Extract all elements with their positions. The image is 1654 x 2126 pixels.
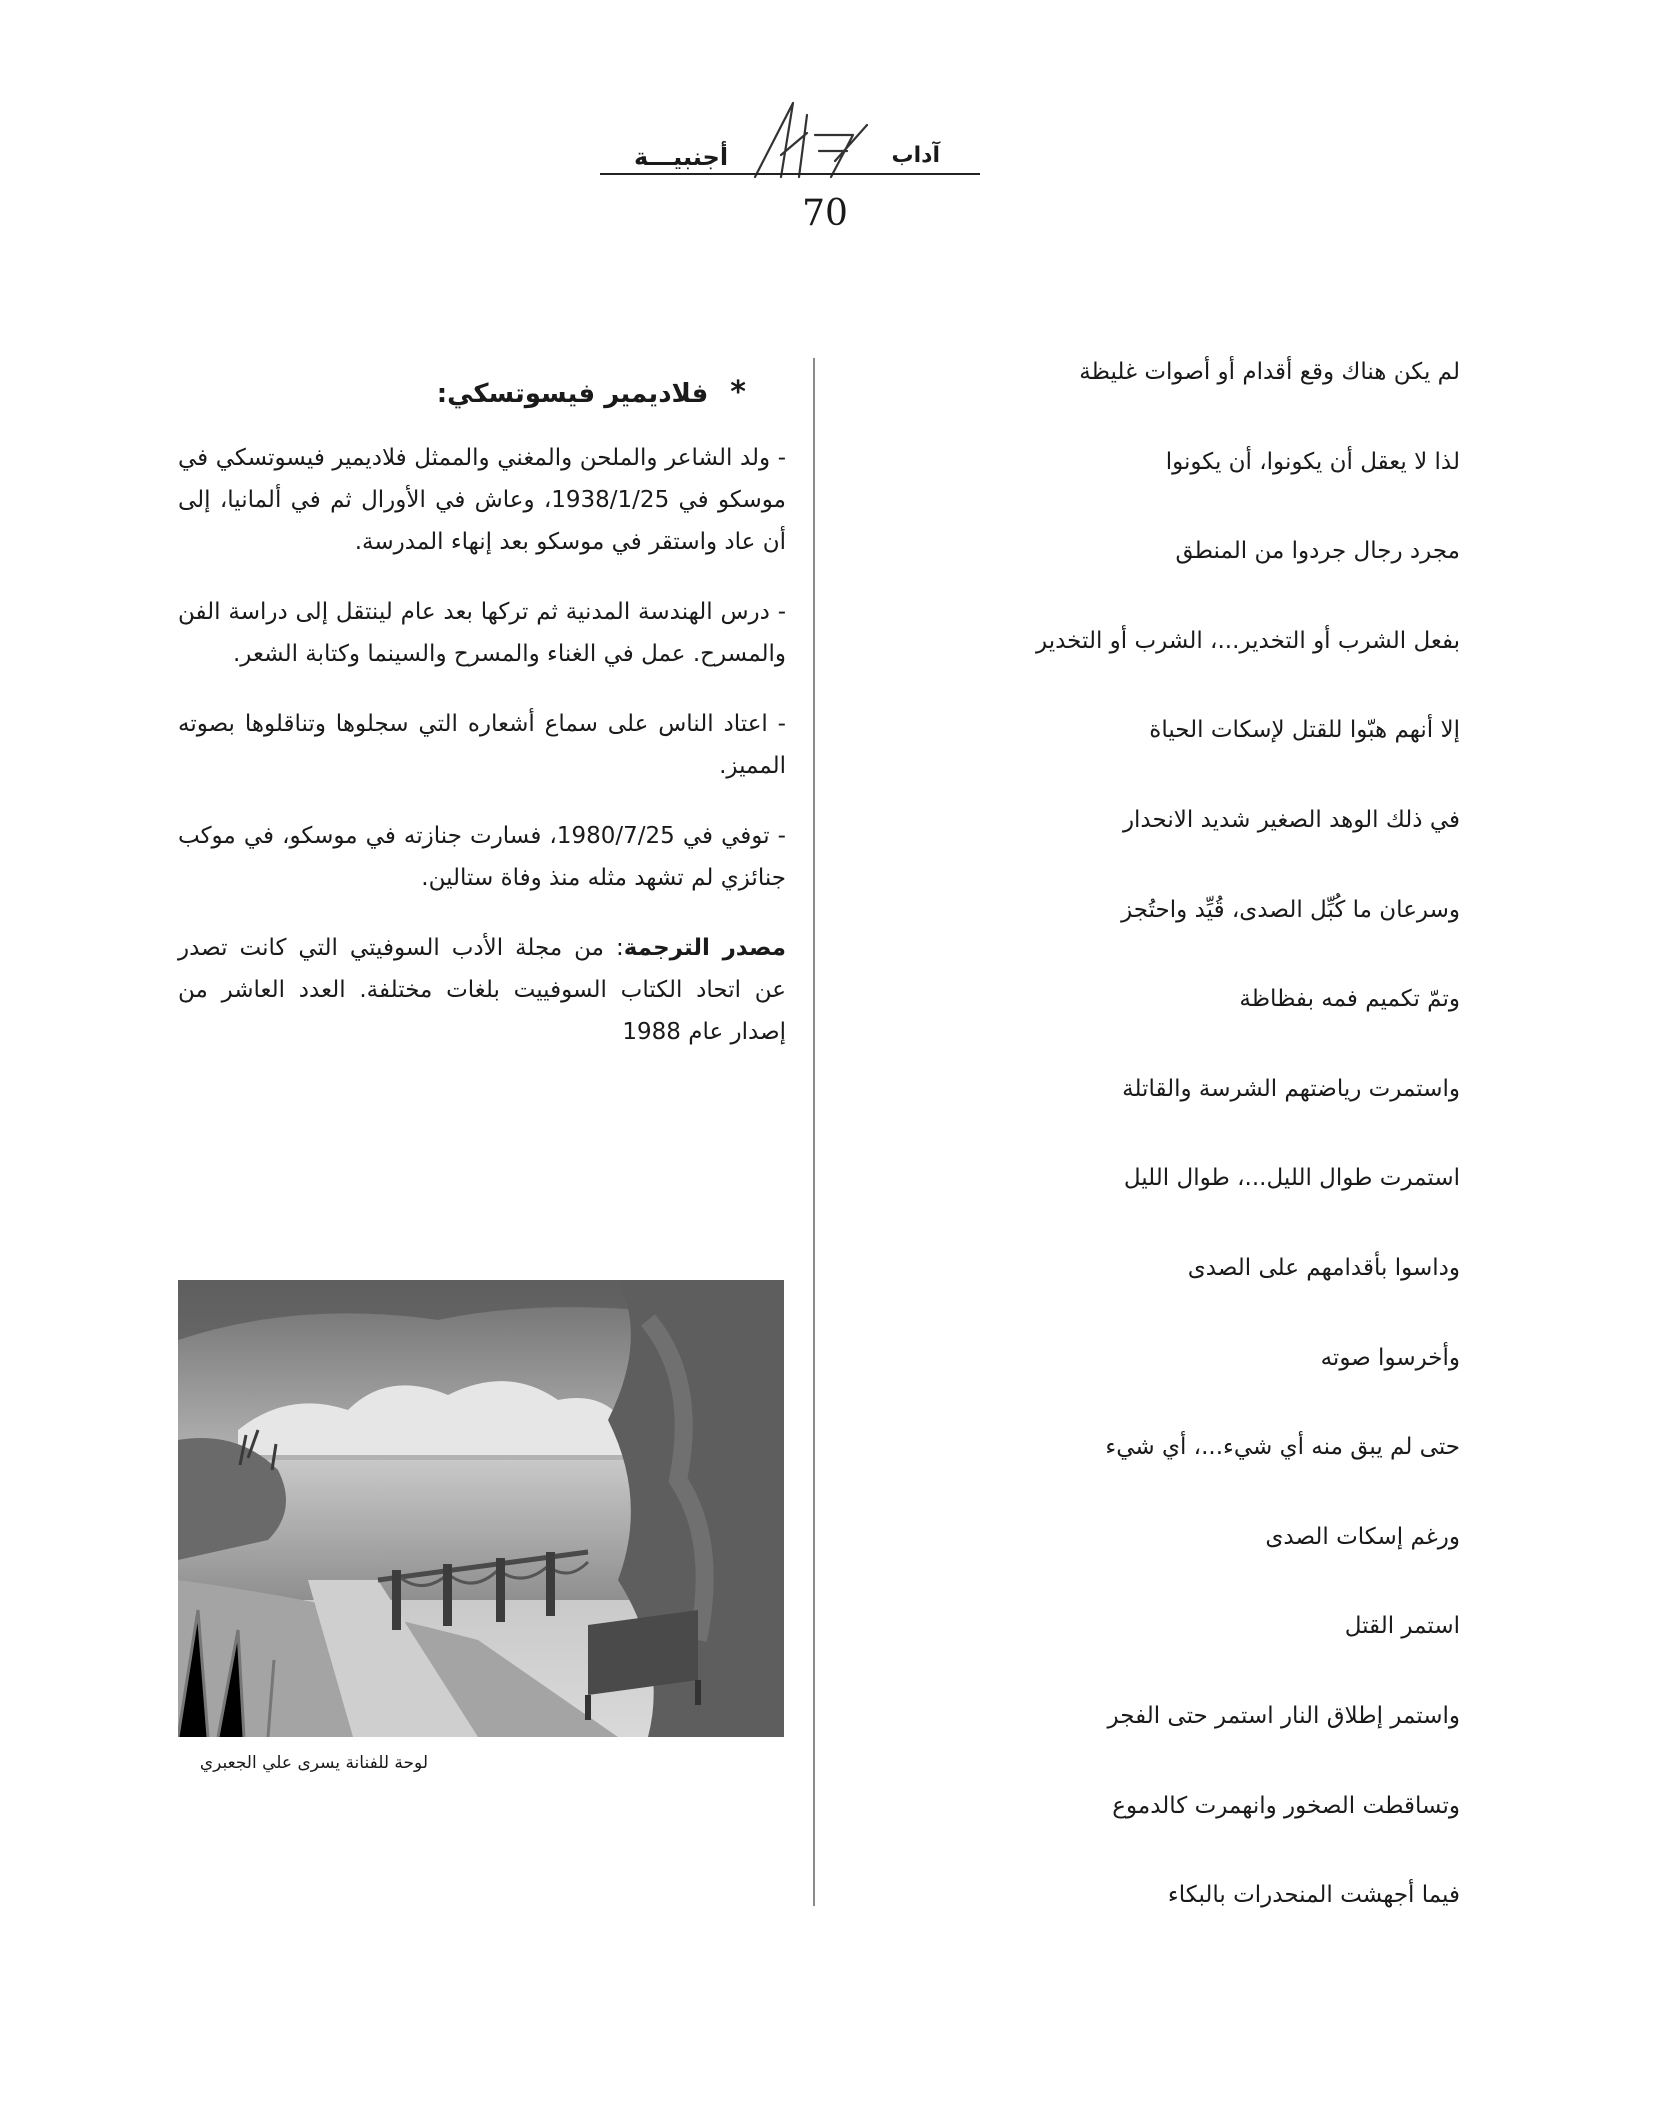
magazine-header bbox=[600, 95, 980, 235]
bio-paragraph: - توفي في 1980/7/25، فسارت جنازته في موسكو، في موكب جنائزي لم تشهد مثله منذ وفاة ستالين. bbox=[178, 823, 786, 891]
poem-line: حتى لم يبق منه أي شيء...، أي شيء bbox=[1105, 1434, 1460, 1461]
poem-line: استمر القتل bbox=[1344, 1613, 1460, 1640]
poem-line: وسرعان ما كُبِّل الصدى، قُيِّد واحتُجز bbox=[1121, 896, 1460, 923]
poem-line: فيما أجهشت المنحدرات بالبكاء bbox=[1167, 1882, 1460, 1909]
bio-heading-text: فلاديمير فيسوتسكي: bbox=[436, 379, 709, 409]
magazine-logo bbox=[735, 95, 875, 205]
section-label-foreign: أجنبيـــة bbox=[634, 143, 729, 171]
poem-line: وأخرسوا صوته bbox=[1320, 1344, 1460, 1371]
translation-source-text: : من مجلة الأدب السوفيتي التي كانت تصدر عن اتحاد الكتاب السوفييت بلغات مختلفة. العدد العاشر من إصدار عام 1988 bbox=[178, 935, 786, 1045]
poem bbox=[960, 350, 1460, 1963]
bio-paragraph: - درس الهندسة المدنية ثم تركها بعد عام لينتقل إلى دراسة الفن والمسرح. عمل في الغناء والمسرح والسينما وكتابة الشعر. bbox=[178, 599, 786, 667]
poem-line: واستمر إطلاق النار استمر حتى الفجر bbox=[1107, 1702, 1460, 1729]
poem-line: وتمّ تكميم فمه بفظاظة bbox=[1239, 986, 1460, 1013]
translation-source-label: مصدر الترجمة bbox=[623, 935, 786, 961]
header-rule bbox=[600, 173, 980, 175]
poem-line: لذا لا يعقل أن يكونوا، أن يكونوا bbox=[1165, 448, 1460, 475]
poem-line: استمرت طوال الليل...، طوال الليل bbox=[1123, 1165, 1460, 1192]
bio-paragraph: - اعتاد الناس على سماع أشعاره التي سجلوها وتناقلوها بصوته المميز. bbox=[178, 711, 786, 779]
poem-line: وداسوا بأقدامهم على الصدى bbox=[1187, 1254, 1460, 1281]
poem-line: في ذلك الوهد الصغير شديد الانحدار bbox=[1122, 806, 1460, 833]
section-label-literature: آداب bbox=[891, 143, 940, 168]
poem-line: واستمرت رياضتهم الشرسة والقاتلة bbox=[1122, 1075, 1460, 1102]
translation-source bbox=[178, 927, 786, 1053]
bio-heading bbox=[178, 372, 786, 415]
bio-paragraph: - ولد الشاعر والملحن والمغني والممثل فلاديمير فيسوتسكي في موسكو في 1938/1/25، وعاش في الأورال ثم في ألمانيا، إلى أن عاد واستقر في موسكو بعد إنهاء المدرسة. bbox=[178, 445, 787, 555]
poem-line: وتساقطت الصخور وانهمرت كالدموع bbox=[1112, 1792, 1460, 1819]
star-bullet-icon: * bbox=[730, 375, 746, 410]
poem-line: إلا أنهم هبّوا للقتل لإسكات الحياة bbox=[1149, 717, 1460, 744]
poem-line: ورغم إسكات الصدى bbox=[1265, 1523, 1460, 1550]
poem-line: مجرد رجال جردوا من المنطق bbox=[1175, 538, 1460, 565]
poet-biography bbox=[178, 372, 786, 1081]
painting-caption: لوحة للفنانة يسرى علي الجعبري bbox=[199, 1753, 428, 1773]
poem-line: لم يكن هناك وقع أقدام أو أصوات غليظة bbox=[1079, 359, 1460, 385]
painting-image bbox=[178, 1280, 784, 1737]
column-divider bbox=[813, 358, 815, 1906]
page-number: 70 bbox=[802, 193, 848, 234]
poem-line: بفعل الشرب أو التخدير...، الشرب أو التخدير bbox=[1036, 627, 1460, 654]
